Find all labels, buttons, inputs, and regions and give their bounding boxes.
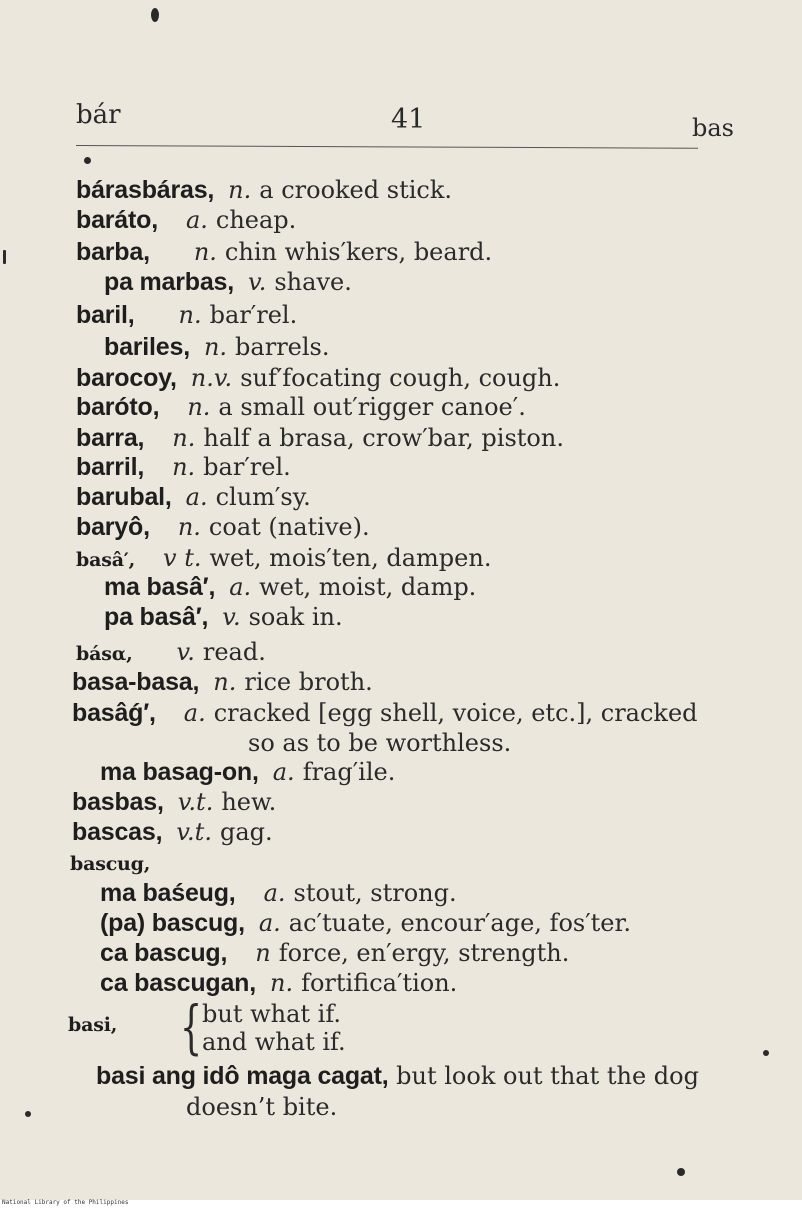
entry-line	[76, 205, 296, 235]
definition: wet, mois′ten, dampen.	[209, 544, 492, 572]
part-of-speech: n.	[172, 453, 196, 481]
entry-line	[100, 968, 457, 998]
entry-line	[76, 237, 492, 267]
entry-line	[76, 363, 560, 393]
definition: coat (native).	[208, 513, 370, 541]
part-of-speech: a.	[185, 483, 208, 511]
definition: doesn’t bite.	[186, 1093, 338, 1121]
entry-line	[76, 452, 291, 482]
entry-line	[76, 392, 526, 422]
definition: so as to be worthless.	[248, 729, 512, 757]
headword: basa-basa,	[72, 668, 200, 696]
headword: barba,	[76, 238, 150, 266]
entry-line	[72, 667, 373, 697]
definition: shave.	[274, 268, 352, 296]
definition: fortifica′tion.	[301, 969, 458, 997]
headword: ca bascug,	[100, 939, 228, 967]
library-attribution: National Library of the Philippines	[2, 1199, 129, 1206]
left-guide-word: bár	[76, 100, 121, 130]
right-guide-word: bas	[692, 114, 734, 142]
definition: frag′ile.	[302, 758, 396, 786]
headword: basi,	[68, 1014, 118, 1036]
definition: chin whis′kers, beard.	[224, 238, 493, 266]
entry-line	[76, 512, 370, 542]
headword: barra,	[76, 424, 145, 452]
brace-glyph: {	[180, 993, 203, 1061]
entry-line	[104, 602, 343, 632]
headword: bárasbáras,	[76, 176, 215, 204]
definition: gag.	[219, 818, 273, 846]
part-of-speech: n.	[172, 424, 196, 452]
headword: basi ang idô maga cagat,	[96, 1062, 389, 1090]
entry-line	[104, 267, 352, 297]
headword: bariles,	[104, 333, 190, 361]
headword: bascug,	[70, 853, 151, 875]
headword: ma basâ′,	[104, 573, 216, 601]
entry-line	[76, 300, 297, 330]
part-of-speech: a.	[263, 879, 286, 907]
entry-line	[104, 572, 476, 602]
entry-line	[72, 787, 276, 817]
part-of-speech: v.	[222, 603, 241, 631]
definition: ac′tuate, encour′age, fos′ter.	[288, 909, 631, 937]
entry-line	[104, 332, 330, 362]
part-of-speech: v.t.	[176, 818, 212, 846]
headword: baróto,	[76, 393, 160, 421]
headword: baryô,	[76, 513, 150, 541]
entry-line	[100, 757, 395, 787]
definition: cracked [egg shell, voice, etc.], cracked	[213, 699, 698, 727]
headword: ca bascugan,	[100, 969, 256, 997]
definition: suf′focating cough, cough.	[240, 364, 561, 392]
headword: ma baśeug,	[100, 879, 236, 907]
page-number: 41	[391, 104, 426, 135]
entry-line	[76, 637, 266, 669]
definition: a crooked stick.	[259, 176, 453, 204]
headword: ma basag-on,	[100, 758, 259, 786]
part-of-speech: n.	[270, 969, 294, 997]
part-of-speech: a.	[272, 758, 295, 786]
part-of-speech: a.	[185, 206, 208, 234]
part-of-speech: n.v.	[190, 364, 233, 392]
headword: basâǵ′,	[72, 699, 156, 727]
entry-line	[96, 1061, 699, 1091]
headword: (pa) bascug,	[100, 909, 245, 937]
definition: stout, strong.	[293, 879, 457, 907]
definition-sense-2: and what if.	[202, 1028, 346, 1056]
entry-line	[100, 878, 457, 908]
part-of-speech: n.	[213, 668, 237, 696]
headword: barril,	[76, 453, 145, 481]
definition: cheap.	[215, 206, 297, 234]
headword: basbas,	[72, 788, 164, 816]
headword: basâ′,	[76, 549, 136, 571]
part-of-speech: n.	[178, 301, 202, 329]
part-of-speech: v.t.	[177, 788, 214, 816]
part-of-speech: n.	[187, 393, 211, 421]
definition: read.	[202, 638, 266, 666]
definition: half a brasa, crow′bar, piston.	[203, 424, 564, 452]
headword: básα,	[76, 643, 133, 665]
definition: bar′rel.	[203, 453, 291, 481]
definition: wet, moist, damp.	[259, 573, 477, 601]
part-of-speech: n.	[228, 176, 252, 204]
definition: clum′sy.	[215, 483, 311, 511]
headword: baril,	[76, 301, 135, 329]
entry-line	[72, 817, 273, 847]
definition: force, en′ergy, strength.	[278, 939, 570, 967]
definition: bar′rel.	[209, 301, 298, 329]
part-of-speech: n.	[177, 513, 201, 541]
definition: hew.	[221, 788, 277, 816]
definition: soak in.	[248, 603, 343, 631]
definition: but look out that the dog	[396, 1062, 699, 1090]
entry-line	[248, 728, 511, 758]
entry-line	[100, 908, 631, 938]
entry-line	[186, 1092, 337, 1122]
headword: bascas,	[72, 818, 163, 846]
headword: barocoy,	[76, 364, 177, 392]
entry-line	[76, 482, 311, 512]
headword: barubal,	[76, 483, 172, 511]
entry-line	[70, 847, 150, 879]
part-of-speech: n.	[203, 333, 228, 361]
definition-sense-1: but what if.	[202, 1000, 342, 1028]
definition: barrels.	[235, 333, 330, 361]
part-of-speech: a.	[258, 909, 281, 937]
headword: baráto,	[76, 206, 158, 234]
part-of-speech: n	[255, 939, 271, 967]
entry-line	[100, 938, 569, 968]
definition: a small out′rigger canoe′.	[218, 393, 526, 421]
part-of-speech: a.	[229, 573, 252, 601]
part-of-speech: n.	[193, 238, 217, 266]
entry-line	[76, 423, 564, 453]
headword: pa basâ′,	[104, 603, 209, 631]
definition: rice broth.	[244, 668, 373, 696]
entry-line	[76, 175, 452, 205]
entry-line	[76, 543, 491, 575]
part-of-speech: v.	[248, 268, 267, 296]
part-of-speech: v.	[176, 638, 195, 666]
entry-line	[72, 698, 698, 728]
part-of-speech: v t.	[163, 544, 202, 572]
headword: pa marbas,	[104, 268, 235, 296]
part-of-speech: a.	[183, 699, 206, 727]
